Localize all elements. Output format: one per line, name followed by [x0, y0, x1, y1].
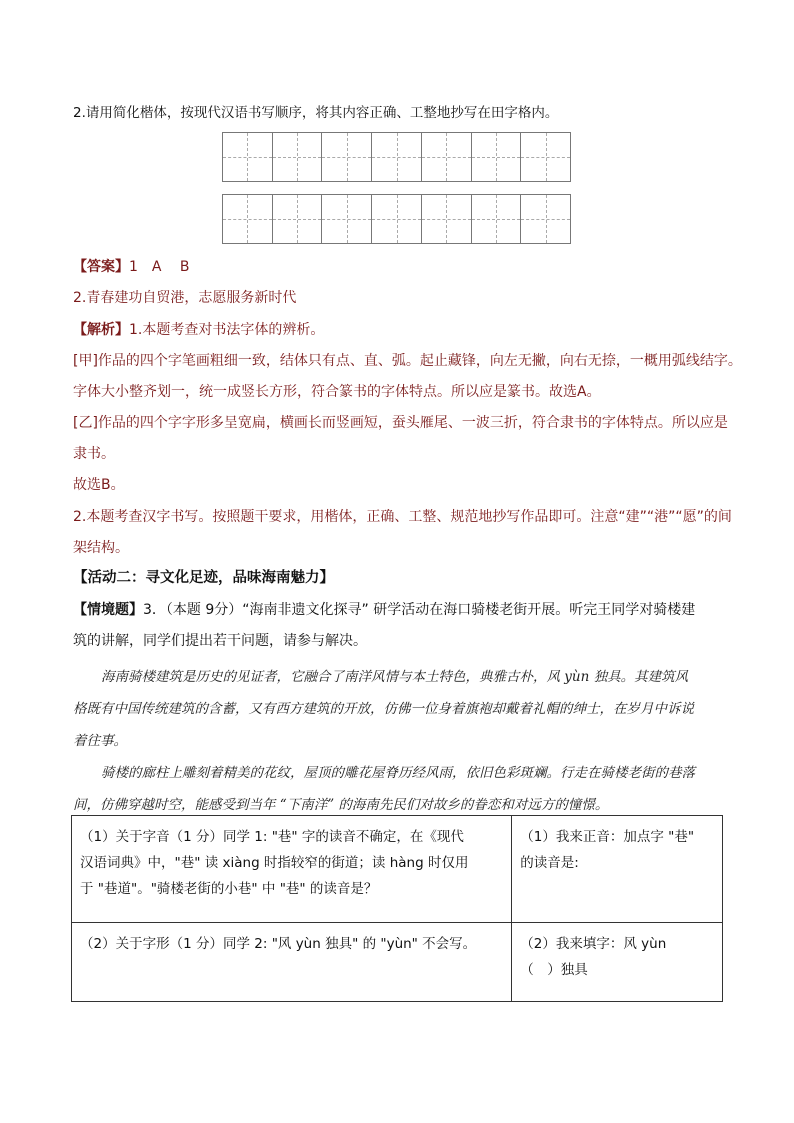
tianzige-row-1[interactable] — [222, 132, 571, 182]
pronunciation-answer-line-1: （1）我来正音：加点字 "巷" — [520, 829, 695, 845]
character-question-cell — [72, 923, 512, 1002]
tianzige-cell[interactable] — [372, 133, 422, 181]
analysis-line-4: [乙]作品的四个字字形多呈宽扁，横画长而竖画短，蚕头雁尾、一波三折，符合隶书的字体特点。所以应是 — [73, 415, 728, 431]
tianzige-cell[interactable] — [472, 195, 522, 243]
pronunciation-question-line-1: （1）关于字音（1 分）同学 1: "巷" 字的读音不确定，在《现代 — [80, 829, 464, 845]
tianzige-cell[interactable] — [422, 133, 472, 181]
tianzige-cell[interactable] — [273, 133, 323, 181]
scenario-line-2: 筑的讲解，同学们提出若干问题，请参与解决。 — [73, 633, 367, 649]
analysis-text-1: 1.本题考查对书法字体的辨析。 — [129, 322, 325, 338]
scenario-line-1 — [73, 600, 695, 620]
tianzige-cell[interactable] — [372, 195, 422, 243]
character-answer-cell[interactable] — [512, 923, 723, 1002]
tianzige-cell[interactable] — [223, 195, 273, 243]
tianzige-cell[interactable] — [322, 195, 372, 243]
tianzige-cell[interactable] — [521, 195, 570, 243]
tianzige-cell[interactable] — [472, 133, 522, 181]
scenario-tag: 【情境题】 — [73, 602, 143, 618]
question-2-instruction: 2.请用简化楷体，按现代汉语书写顺序，将其内容正确、工整地抄写在田字格内。 — [73, 105, 559, 121]
character-question-line-1: （2）关于字形（1 分）同学 2: "风 yùn 独具" 的 "yùn" 不会写。 — [80, 936, 477, 952]
pronunciation-answer-line-2: 的读音是: — [520, 855, 579, 871]
analysis-line-2: [甲]作品的四个字笔画粗细一致，结体只有点、直、弧。起止藏锋，向左无撇，向右无捺，一概用弧线结字。 — [73, 353, 742, 369]
tianzige-cell[interactable] — [322, 133, 372, 181]
passage-line-2: 格既有中国传统建筑的含蓄，又有西方建筑的开放，仿佛一位身着旗袍却戴着礼帽的绅士，在岁月中诉说 — [73, 701, 694, 717]
tianzige-cell[interactable] — [521, 133, 570, 181]
analysis-line-3: 字体大小整齐划一，统一成竖长方形，符合篆书的字体特点。所以应是篆书。故选A。 — [73, 384, 601, 400]
analysis-tag: 【解析】 — [73, 322, 129, 338]
task-table — [71, 815, 723, 1002]
analysis-line-7: 2.本题考查汉字书写。按照题干要求，用楷体，正确、工整、规范地抄写作品即可。注意“建”“港”“愿”的间 — [73, 509, 732, 525]
answer-tag: 【答案】 — [73, 259, 129, 275]
scenario-text-1: 3．（本题 9分）“海南非遗文化探寻” 研学活动在海口骑楼老街开展。听完王同学对骑楼建 — [143, 602, 696, 618]
answer-text-1: 1 A B — [129, 259, 190, 275]
table-row — [72, 923, 723, 1002]
passage-line-3: 着往事。 — [73, 733, 127, 749]
analysis-line-8: 架结构。 — [73, 540, 129, 556]
passage-line-1: 海南骑楼建筑是历史的见证者，它融合了南洋风情与本土特色，典雅古朴，风 yùn 独具。其建筑风 — [101, 669, 689, 685]
answer-line-1 — [73, 257, 190, 277]
passage-line-4: 骑楼的廊柱上雕刻着精美的花纹，屋顶的雕花屋脊历经风雨，依旧色彩斑斓。行走在骑楼老街的巷落 — [101, 765, 695, 781]
pronunciation-answer-cell[interactable] — [512, 816, 723, 923]
tianzige-row-2[interactable] — [222, 194, 571, 244]
activity-2-title: 【活动二：寻文化足迹，品味海南魅力】 — [73, 570, 334, 586]
table-row — [72, 816, 723, 923]
pronunciation-question-line-2: 汉语词典》中，"巷" 读 xiàng 时指较窄的街道；读 hàng 时仅用 — [80, 855, 469, 871]
analysis-line-1 — [73, 320, 324, 340]
answer-line-2: 2.青春建功自贸港，志愿服务新时代 — [73, 290, 297, 306]
tianzige-cell[interactable] — [422, 195, 472, 243]
character-answer-line-2: （ ）独具 — [520, 962, 588, 978]
analysis-line-6: 故选B。 — [73, 477, 125, 493]
character-answer-line-1: （2）我来填字：风 yùn — [520, 936, 667, 952]
tianzige-cell[interactable] — [223, 133, 273, 181]
pronunciation-question-cell — [72, 816, 512, 923]
tianzige-cell[interactable] — [273, 195, 323, 243]
passage-line-5: 间，仿佛穿越时空，能感受到当年 “下南洋” 的海南先民们对故乡的眷恋和对远方的憧憬。 — [73, 797, 609, 813]
analysis-line-5: 隶书。 — [73, 446, 115, 462]
pronunciation-question-line-3: 于 "巷道"。"骑楼老街的小巷" 中 "巷" 的读音是？ — [80, 881, 378, 897]
